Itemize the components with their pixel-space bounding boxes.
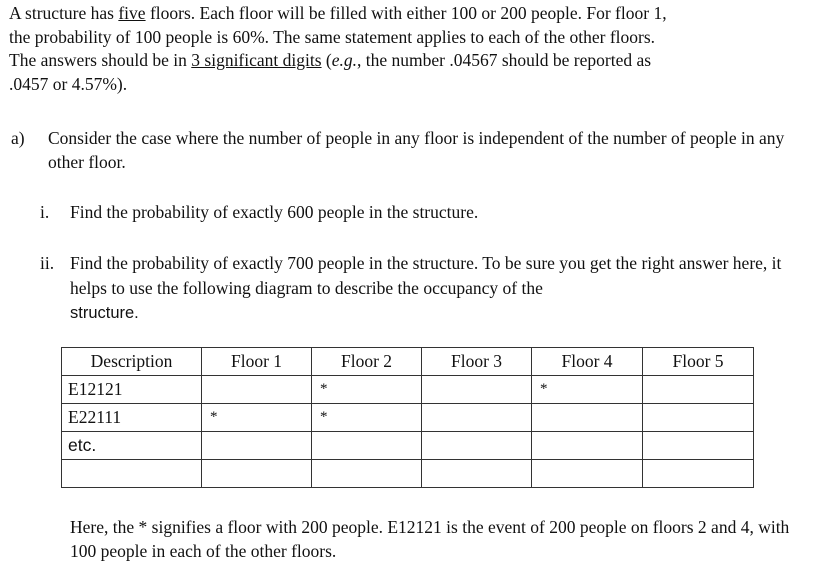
header-floor-5: Floor 5	[643, 348, 754, 376]
intro-line2: the probability of 100 people is 60%. The same statement applies to each of the other floors.	[9, 26, 656, 47]
table-row	[62, 404, 754, 432]
header-floor-3: Floor 3	[422, 348, 532, 376]
question-ii-text	[70, 251, 790, 326]
intro-line3-pre: The answers should be in	[9, 50, 192, 70]
table-cell	[532, 460, 643, 488]
occupancy-table	[61, 347, 754, 488]
problem-intro	[9, 2, 814, 96]
table-cell: E12121	[62, 376, 202, 404]
table-row	[62, 460, 754, 488]
table-cell	[312, 432, 422, 460]
header-floor-1: Floor 1	[202, 348, 312, 376]
table-cell: *	[532, 376, 643, 404]
table-cell	[202, 460, 312, 488]
table-cell	[532, 432, 643, 460]
intro-line1-post: floors. Each floor will be filled with either 100 or 200 people. For floor 1,	[145, 3, 667, 23]
part-a-text: Consider the case where the number of people in any floor is independent of the number of people in any other floor.	[48, 128, 785, 172]
table-cell	[202, 376, 312, 404]
table-cell	[312, 460, 422, 488]
header-description: Description	[62, 348, 202, 376]
table-cell	[422, 404, 532, 432]
question-ii-body: Find the probability of exactly 700 people in the structure. To be sure you get the right answer here, it helps to use the following diagram to describe the occupancy of the	[70, 253, 782, 298]
table-row	[62, 432, 754, 460]
question-i-text: Find the probability of exactly 600 people in the structure.	[70, 202, 479, 222]
table-row	[62, 376, 754, 404]
intro-sig-digits-underlined: 3 significant digits	[191, 50, 322, 70]
note-post: signifies a floor with 200 people. E12121 is the event of 200 people on floors 2 and 4, with 100 people in each of the other floors.	[70, 517, 790, 561]
question-ii-label: ii.	[40, 253, 55, 273]
header-floor-4: Floor 4	[532, 348, 643, 376]
intro-line3-post: (	[321, 50, 332, 70]
table-cell: etc.	[62, 432, 202, 460]
question-ii-body-end: structure.	[70, 304, 139, 322]
table-cell	[422, 432, 532, 460]
table-cell: *	[202, 404, 312, 432]
intro-line1-pre: A structure has	[9, 3, 119, 23]
table-cell: *	[312, 376, 422, 404]
table-cell	[643, 432, 754, 460]
table-cell: *	[312, 404, 422, 432]
intro-eg-italic: e.g.	[331, 50, 358, 70]
table-cell	[643, 460, 754, 488]
question-i-label: i.	[40, 202, 50, 222]
table-cell	[532, 404, 643, 432]
intro-line3-end: , the number .04567 should be reported as	[357, 50, 652, 70]
note-star: *	[138, 517, 148, 537]
table-cell	[62, 460, 202, 488]
table-header-row	[62, 348, 754, 376]
intro-line4: .0457 or 4.57%).	[9, 73, 128, 94]
intro-five-underlined: five	[118, 3, 146, 23]
table-note	[70, 515, 790, 563]
header-floor-2: Floor 2	[312, 348, 422, 376]
note-pre: Here, the	[70, 517, 139, 537]
table-cell: E22111	[62, 404, 202, 432]
table-cell	[422, 376, 532, 404]
part-a-label: a)	[11, 128, 25, 148]
table-cell	[643, 404, 754, 432]
table-cell	[422, 460, 532, 488]
table-cell	[202, 432, 312, 460]
table-cell	[643, 376, 754, 404]
